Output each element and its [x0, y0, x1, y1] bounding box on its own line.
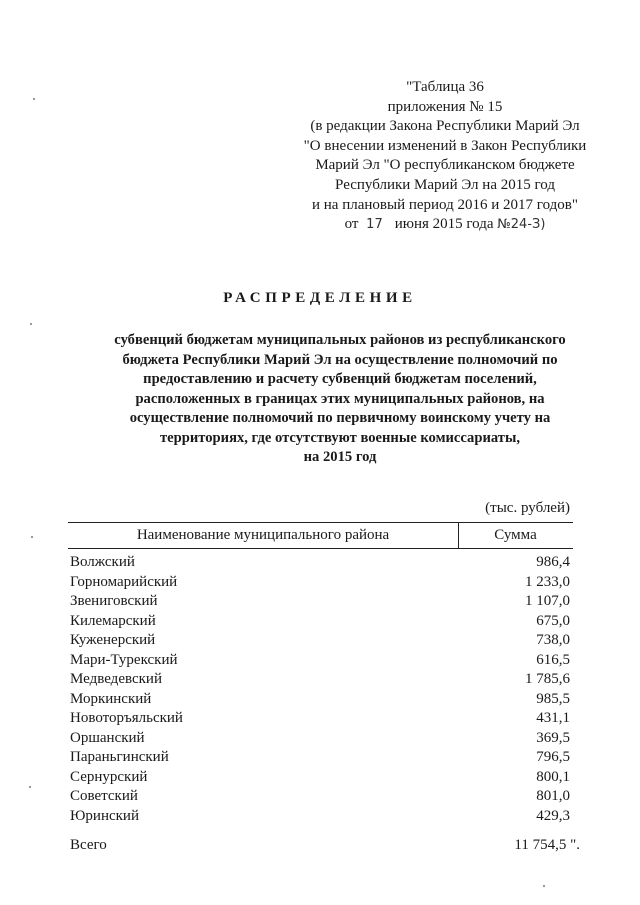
table-row	[70, 768, 570, 788]
table-row	[70, 612, 570, 632]
district-name: Новоторъяльский	[70, 710, 183, 726]
date-rest: июня 2015 года	[394, 216, 494, 233]
table-row	[70, 787, 570, 807]
table-row	[70, 807, 570, 827]
district-name: Советский	[70, 788, 138, 804]
table-row	[70, 592, 570, 612]
table-row	[70, 748, 570, 768]
table-body	[70, 553, 570, 826]
district-sum: 796,5	[536, 749, 570, 765]
district-sum: 986,4	[536, 554, 570, 570]
subtitle-line: предоставлению и расчету субвенций бюджетам поселений,	[143, 371, 537, 387]
subtitle-line: территориях, где отсутствуют военные комиссариаты,	[159, 429, 521, 446]
district-name: Юринский	[70, 807, 139, 824]
header-line: Марий Эл "О республиканском бюджете	[315, 157, 575, 174]
table-total-row	[70, 835, 580, 855]
document-subtitle	[40, 331, 640, 468]
header-line: и на плановый период 2016 и 2017 годов"	[312, 196, 578, 213]
date-prefix: от	[344, 216, 359, 233]
subtitle-line: на 2015 год	[303, 449, 377, 465]
district-sum: 369,5	[536, 729, 570, 746]
scan-speck	[33, 98, 35, 100]
table-row	[70, 729, 570, 749]
header-line: "О внесении изменений в Закон Республики	[303, 137, 587, 154]
district-name: Параньгинский	[70, 749, 169, 765]
table-row	[70, 573, 570, 593]
district-name: Килемарский	[70, 612, 156, 629]
subtitle-line: осуществление полномочий по первичному воинскому учету на	[129, 410, 551, 426]
district-sum: 675,0	[536, 612, 570, 629]
units-label: (тыс. рублей)	[485, 500, 570, 516]
district-name: Медведевский	[70, 671, 162, 687]
column-header-name: Наименование муниципального района	[68, 523, 459, 548]
district-name: Мари-Турекский	[70, 651, 178, 668]
district-name: Моркинский	[70, 690, 152, 707]
subtitle-line: расположенных в границах этих муниципальных районов, на	[135, 390, 545, 407]
district-sum: 738,0	[536, 632, 570, 648]
subtitle-line: бюджета Республики Марий Эл на осуществление полномочий по	[122, 351, 558, 368]
header-line: приложения № 15	[387, 98, 503, 115]
table-row	[70, 690, 570, 710]
header-line: (в редакции Закона Республики Марий Эл	[310, 118, 580, 135]
scan-speck	[543, 885, 545, 887]
district-sum: 431,1	[536, 710, 570, 726]
district-sum: 1 785,6	[525, 671, 570, 687]
district-sum: 985,5	[536, 690, 570, 707]
table-row	[70, 553, 570, 573]
district-name: Куженерский	[70, 632, 156, 648]
table-row	[70, 631, 570, 651]
header-line: Республики Марий Эл на 2015 год	[335, 176, 555, 193]
district-name: Горномарийский	[70, 573, 178, 590]
scan-speck	[31, 536, 33, 538]
district-sum: 1 107,0	[525, 593, 570, 609]
total-sum: 11 754,5 ".	[514, 837, 580, 853]
district-sum: 801,0	[536, 788, 570, 804]
table-row	[70, 670, 570, 690]
column-header-sum: Сумма	[494, 527, 537, 543]
table-row	[70, 651, 570, 671]
header-date-line	[250, 215, 640, 235]
district-name: Звениговский	[70, 593, 158, 609]
district-sum: 429,3	[536, 807, 570, 824]
scan-speck	[29, 786, 31, 788]
district-sum: 1 233,0	[525, 573, 570, 590]
table-row	[70, 709, 570, 729]
table-header	[68, 522, 573, 549]
subtitle-line: субвенций бюджетам муниципальных районов из республиканского	[114, 332, 566, 348]
scan-speck	[30, 323, 32, 325]
district-name: Волжский	[70, 554, 135, 570]
header-line: "Таблица 36	[406, 79, 484, 95]
law-number: №24-З)	[497, 217, 546, 233]
date-day: 17	[366, 217, 383, 233]
district-sum: 800,1	[536, 768, 570, 785]
document-title: РАСПРЕДЕЛЕНИЕ	[223, 290, 417, 306]
document-header	[250, 78, 640, 235]
district-name: Оршанский	[70, 729, 145, 746]
district-sum: 616,5	[536, 651, 570, 668]
total-label: Всего	[70, 837, 107, 853]
district-name: Сернурский	[70, 768, 148, 785]
